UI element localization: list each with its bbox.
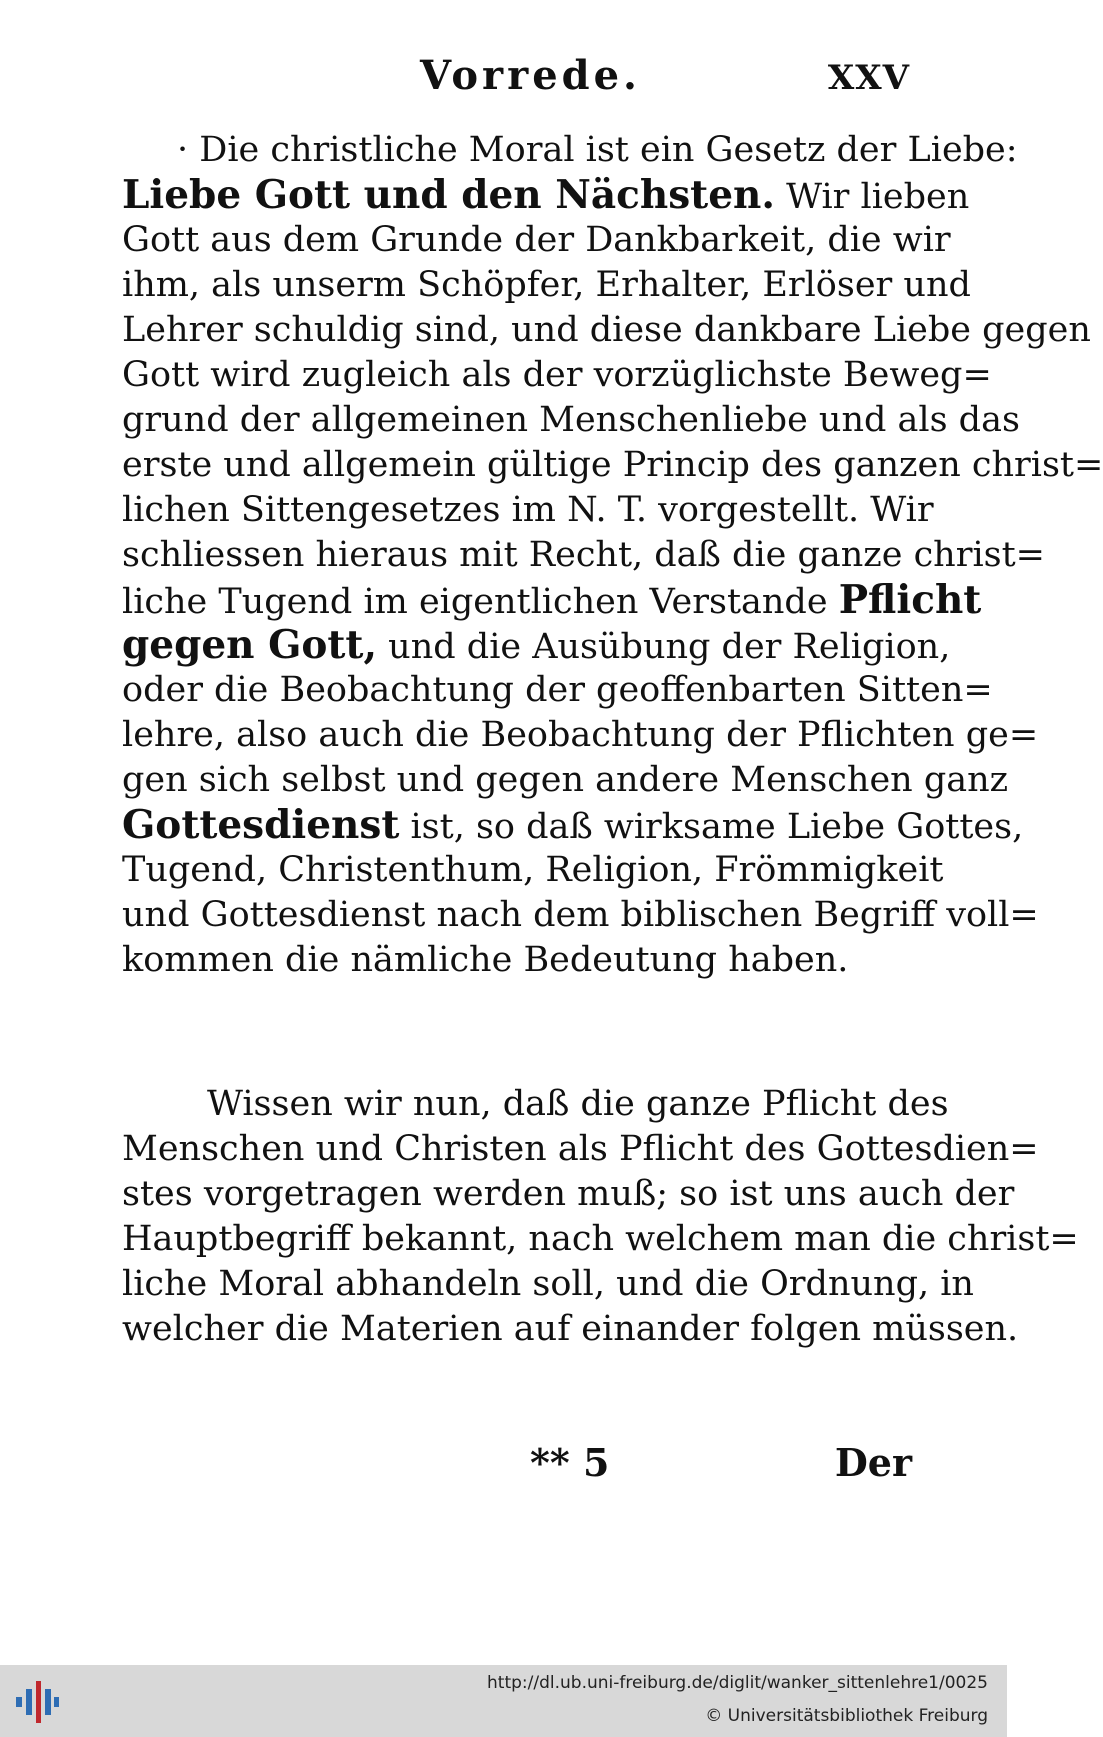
text-line: Gott aus dem Grunde der Dankbarkeit, die wir — [122, 220, 951, 260]
text-line — [122, 802, 1024, 848]
viewer-footer-bar — [0, 1665, 1007, 1737]
text-line: Gott wird zugleich als der vorzüglichste Beweg= — [122, 355, 992, 395]
signature-mark: ** 5 — [530, 1440, 610, 1485]
text-line: Menschen und Christen als Pflicht des Gottesdien= — [122, 1129, 1039, 1169]
text-fragment: und die Ausübung der Religion, — [388, 627, 951, 667]
text-line: erste und allgemein gültige Princip des ganzen christ= — [122, 445, 1103, 485]
text-line: und Gottesdienst nach dem biblischen Begriff voll= — [122, 895, 1039, 935]
text-line: oder die Beobachtung der geoffenbarten Sitten= — [122, 670, 993, 710]
paragraph-2 — [122, 1082, 1079, 1352]
copyright-notice: © Universitätsbibliothek Freiburg — [705, 1706, 988, 1726]
text-line: · Die christliche Moral ist ein Gesetz der Liebe: — [177, 130, 1018, 170]
text-line: Hauptbegriff bekannt, nach welchem man die christ= — [122, 1219, 1079, 1259]
text-fragment: Wir lieben — [786, 177, 970, 217]
permalink-url[interactable]: http://dl.ub.uni-freiburg.de/diglit/wanker_sittenlehre1/0025 — [487, 1673, 988, 1693]
text-fragment: ist, so daß wirksame Liebe Gottes, — [410, 807, 1024, 847]
text-line: ihm, als unserm Schöpfer, Erhalter, Erlöser und — [122, 265, 971, 305]
text-line: Tugend, Christenthum, Religion, Frömmigkeit — [122, 850, 944, 890]
text-line — [122, 577, 982, 623]
text-fragment: liche Tugend im eigentlichen Verstande — [122, 582, 828, 622]
text-line: grund der allgemeinen Menschenliebe und als das — [122, 400, 1020, 440]
emphasis-text: Gottesdienst — [122, 802, 400, 848]
text-line: Lehrer schuldig sind, und diese dankbare Liebe gegen — [122, 310, 1091, 350]
running-head-title: Vorrede. — [420, 52, 641, 99]
page-number: XXV — [827, 58, 910, 98]
text-line: kommen die nämliche Bedeutung haben. — [122, 940, 849, 980]
text-line: welcher die Materien auf einander folgen müssen. — [122, 1309, 1019, 1349]
text-line — [122, 172, 970, 218]
emphasis-text: gegen Gott, — [122, 622, 378, 668]
text-line: lehre, also auch die Beobachtung der Pflichten ge= — [122, 715, 1039, 755]
text-line: lichen Sittengesetzes im N. T. vorgestellt. Wir — [122, 490, 934, 530]
emphasis-text: Liebe Gott und den Nächsten. — [122, 172, 775, 218]
emphasis-text: Pflicht — [838, 577, 982, 623]
text-line — [122, 622, 951, 668]
text-line: gen sich selbst und gegen andere Menschen ganz — [122, 760, 1009, 800]
text-line: schliessen hieraus mit Recht, daß die ganze christ= — [122, 535, 1046, 575]
ub-freiburg-logo-icon[interactable] — [14, 1679, 60, 1725]
text-line: Wissen wir nun, daß die ganze Pflicht des — [207, 1084, 949, 1124]
text-line: liche Moral abhandeln soll, und die Ordnung, in — [122, 1264, 974, 1304]
text-line: stes vorgetragen werden muß; so ist uns auch der — [122, 1174, 1015, 1214]
catchword: Der — [834, 1440, 912, 1485]
paragraph-1 — [122, 128, 1103, 983]
